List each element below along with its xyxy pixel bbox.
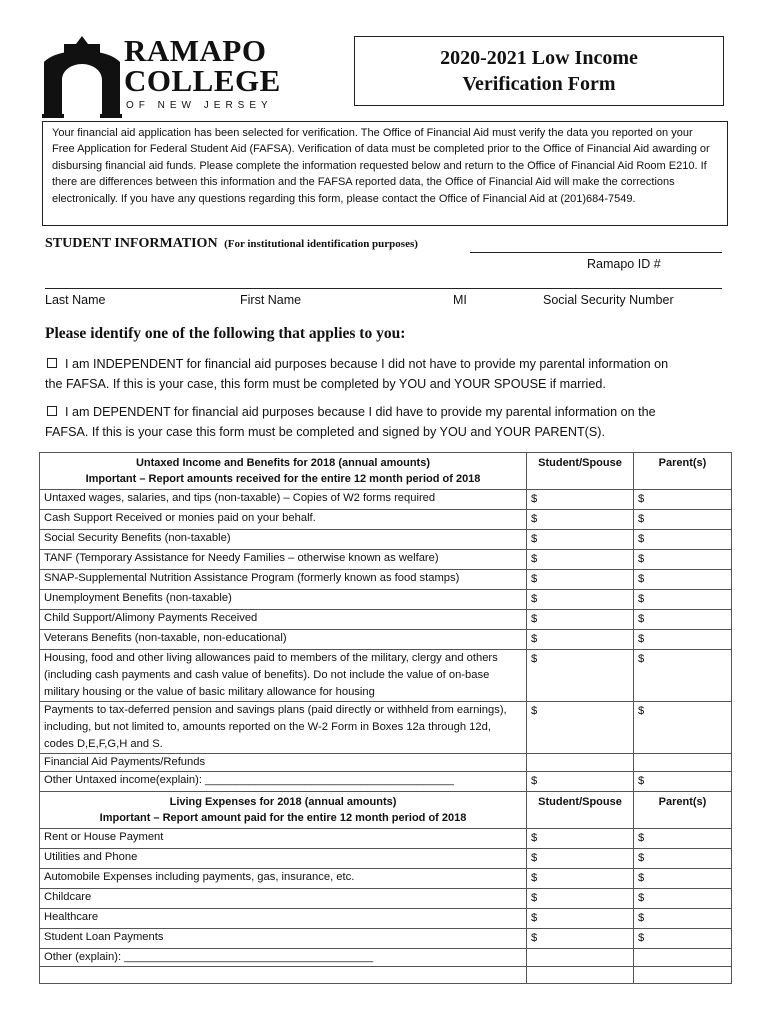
student-info-heading xyxy=(45,236,418,252)
table-row xyxy=(40,849,732,869)
student-spouse-amount[interactable]: $ xyxy=(527,590,634,610)
student-spouse-amount[interactable]: $ xyxy=(527,530,634,550)
parents-amount[interactable]: $ xyxy=(634,590,732,610)
row-label: Payments to tax-deferred pension and savings plans (paid directly or withheld from earnings), including, but not limited to, amounts reported on the W-2 Form in Boxes 12a through 12d, codes D,E,F,G,H and S. xyxy=(40,702,527,754)
living-header xyxy=(40,792,527,829)
table-row xyxy=(40,889,732,909)
row-label: Childcare xyxy=(40,889,527,909)
parents-amount[interactable]: $ xyxy=(634,610,732,630)
row-label: Automobile Expenses including payments, gas, insurance, etc. xyxy=(40,869,527,889)
arch-logo-icon xyxy=(42,36,122,118)
first-name-label: First Name xyxy=(240,293,302,307)
student-spouse-amount[interactable]: $ xyxy=(527,929,634,949)
parents-amount[interactable]: $ xyxy=(634,889,732,909)
identify-heading: Please identify one of the following that applies to you: xyxy=(45,325,406,342)
row-label: Child Support/Alimony Payments Received xyxy=(40,610,527,630)
student-spouse-amount[interactable]: $ xyxy=(527,510,634,530)
table-row xyxy=(40,570,732,590)
logo-line-3: OF NEW JERSEY xyxy=(126,100,273,111)
student-spouse-amount[interactable]: $ xyxy=(527,869,634,889)
row-label: Veterans Benefits (non-taxable, non-educational) xyxy=(40,630,527,650)
student-spouse-amount[interactable] xyxy=(527,949,634,967)
dependent-text-2: FAFSA. If this is your case this form must be completed and signed by YOU and YOUR PARENT(S). xyxy=(45,425,605,439)
row-label: Financial Aid Payments/Refunds xyxy=(40,754,527,772)
form-title-box xyxy=(354,36,724,106)
table-row xyxy=(40,610,732,630)
row-label xyxy=(40,967,527,984)
table-row xyxy=(40,772,732,792)
living-header-title: Living Expenses for 2018 (annual amounts) xyxy=(169,796,397,808)
table-row xyxy=(40,530,732,550)
table-row xyxy=(40,909,732,929)
table-row xyxy=(40,829,732,849)
untaxed-header-row xyxy=(40,453,732,490)
living-header-note: Important – Report amount paid for the entire 12 month period of 2018 xyxy=(99,812,467,824)
parents-amount[interactable]: $ xyxy=(634,630,732,650)
untaxed-header-title: Untaxed Income and Benefits for 2018 (annual amounts) xyxy=(135,457,430,469)
student-spouse-amount[interactable]: $ xyxy=(527,889,634,909)
student-spouse-amount[interactable]: $ xyxy=(527,610,634,630)
table-row xyxy=(40,590,732,610)
student-spouse-amount[interactable]: $ xyxy=(527,550,634,570)
independent-text-1: I am INDEPENDENT for financial aid purposes because I did not have to provide my parental information on xyxy=(65,357,669,371)
parents-amount[interactable] xyxy=(634,754,732,772)
row-label: Healthcare xyxy=(40,909,527,929)
mi-label: MI xyxy=(453,293,467,307)
student-spouse-amount[interactable]: $ xyxy=(527,490,634,510)
table-row xyxy=(40,869,732,889)
student-spouse-amount[interactable]: $ xyxy=(527,772,634,792)
row-label: SNAP-Supplemental Nutrition Assistance Program (formerly known as food stamps) xyxy=(40,570,527,590)
untaxed-header-note: Important – Report amounts received for the entire 12 month period of 2018 xyxy=(85,473,481,485)
parents-amount[interactable]: $ xyxy=(634,909,732,929)
parents-amount[interactable]: $ xyxy=(634,869,732,889)
student-spouse-amount[interactable]: $ xyxy=(527,849,634,869)
row-label: Other Untaxed income(explain): ________________________________________ xyxy=(40,772,527,792)
table-row xyxy=(40,929,732,949)
row-label: Other (explain): ________________________________________ xyxy=(40,949,527,967)
parents-amount[interactable]: $ xyxy=(634,702,732,754)
student-spouse-amount[interactable]: $ xyxy=(527,909,634,929)
last-name-label: Last Name xyxy=(45,293,106,307)
row-label: Social Security Benefits (non-taxable) xyxy=(40,530,527,550)
row-label: Cash Support Received or monies paid on your behalf. xyxy=(40,510,527,530)
parents-amount[interactable]: $ xyxy=(634,510,732,530)
ramapo-id-line[interactable] xyxy=(470,252,722,253)
table-row xyxy=(40,967,732,984)
parents-amount[interactable]: $ xyxy=(634,570,732,590)
parents-amount[interactable]: $ xyxy=(634,772,732,792)
student-info-note: (For institutional identification purposes) xyxy=(224,238,418,250)
table-row xyxy=(40,510,732,530)
dependent-option xyxy=(45,402,735,442)
student-spouse-amount[interactable] xyxy=(527,754,634,772)
parents-amount[interactable]: $ xyxy=(634,550,732,570)
table-row xyxy=(40,949,732,967)
parents-amount[interactable]: $ xyxy=(634,530,732,550)
row-label: Student Loan Payments xyxy=(40,929,527,949)
row-label: TANF (Temporary Assistance for Needy Families – otherwise known as welfare) xyxy=(40,550,527,570)
row-label: Unemployment Benefits (non-taxable) xyxy=(40,590,527,610)
parents-amount[interactable] xyxy=(634,949,732,967)
intro-paragraph: Your financial aid application has been selected for verification. The Office of Financial Aid must verify the data you reported on your Free Application for Federal Student Aid (FAFSA). Verification of data must be completed prior to the Office of Financial Aid awarding or disbursing financial aid funds. Please complete the information requested below and return to the Office of Financial Aid Room E210. If there are differences between this information and the FAFSA reported data, the Office of Financial Aid will make the corrections electronically. If you have any questions regarding this form, please contact the Office of Financial Aid at (201)684-7549. xyxy=(42,121,728,226)
student-spouse-amount[interactable]: $ xyxy=(527,630,634,650)
student-spouse-amount[interactable]: $ xyxy=(527,650,634,702)
form-title: 2020-2021 Low Income Verification Form xyxy=(440,47,638,95)
untaxed-col-parents: Parent(s) xyxy=(634,453,732,490)
row-label: Untaxed wages, salaries, and tips (non-taxable) – Copies of W2 forms required xyxy=(40,490,527,510)
student-spouse-amount[interactable]: $ xyxy=(527,702,634,754)
independent-option xyxy=(45,354,735,394)
table-row xyxy=(40,650,732,702)
logo-line-2: COLLEGE xyxy=(124,63,281,98)
table-row xyxy=(40,550,732,570)
parents-amount[interactable] xyxy=(634,967,732,984)
untaxed-header xyxy=(40,453,527,490)
table-row xyxy=(40,754,732,772)
ssn-label: Social Security Number xyxy=(543,293,674,307)
row-label: Utilities and Phone xyxy=(40,849,527,869)
independent-checkbox[interactable] xyxy=(47,358,57,368)
parents-amount[interactable]: $ xyxy=(634,849,732,869)
parents-amount[interactable]: $ xyxy=(634,929,732,949)
ramapo-id-label: Ramapo ID # xyxy=(587,257,661,271)
untaxed-col-student-spouse: Student/Spouse xyxy=(527,453,634,490)
parents-amount[interactable]: $ xyxy=(634,490,732,510)
dependent-checkbox[interactable] xyxy=(47,406,57,416)
parents-amount[interactable]: $ xyxy=(634,650,732,702)
row-label: Housing, food and other living allowances paid to members of the military, clergy and others (including cash payments and cash value of benefits). Do not include the value of on-base military housing or the value of basic military allowance for housing xyxy=(40,650,527,702)
living-col-student-spouse: Student/Spouse xyxy=(527,792,634,829)
table-row xyxy=(40,702,732,754)
row-label: Rent or House Payment xyxy=(40,829,527,849)
college-name xyxy=(124,33,281,98)
table-row xyxy=(40,630,732,650)
dependent-text-1: I am DEPENDENT for financial aid purposes because I did have to provide my parental information on the xyxy=(65,405,656,419)
student-spouse-amount[interactable]: $ xyxy=(527,829,634,849)
name-ssn-line[interactable] xyxy=(45,288,722,289)
college-logo xyxy=(42,33,282,118)
living-header-row xyxy=(40,792,732,829)
student-info-title: STUDENT INFORMATION xyxy=(45,236,218,251)
logo-line-1: RAMAPO xyxy=(124,33,267,68)
living-col-parents: Parent(s) xyxy=(634,792,732,829)
independent-text-2: the FAFSA. If this is your case, this form must be completed by YOU and YOUR SPOUSE if married. xyxy=(45,377,606,391)
table-row xyxy=(40,490,732,510)
income-expenses-table xyxy=(39,452,732,984)
student-spouse-amount[interactable]: $ xyxy=(527,570,634,590)
parents-amount[interactable]: $ xyxy=(634,829,732,849)
student-spouse-amount[interactable] xyxy=(527,967,634,984)
